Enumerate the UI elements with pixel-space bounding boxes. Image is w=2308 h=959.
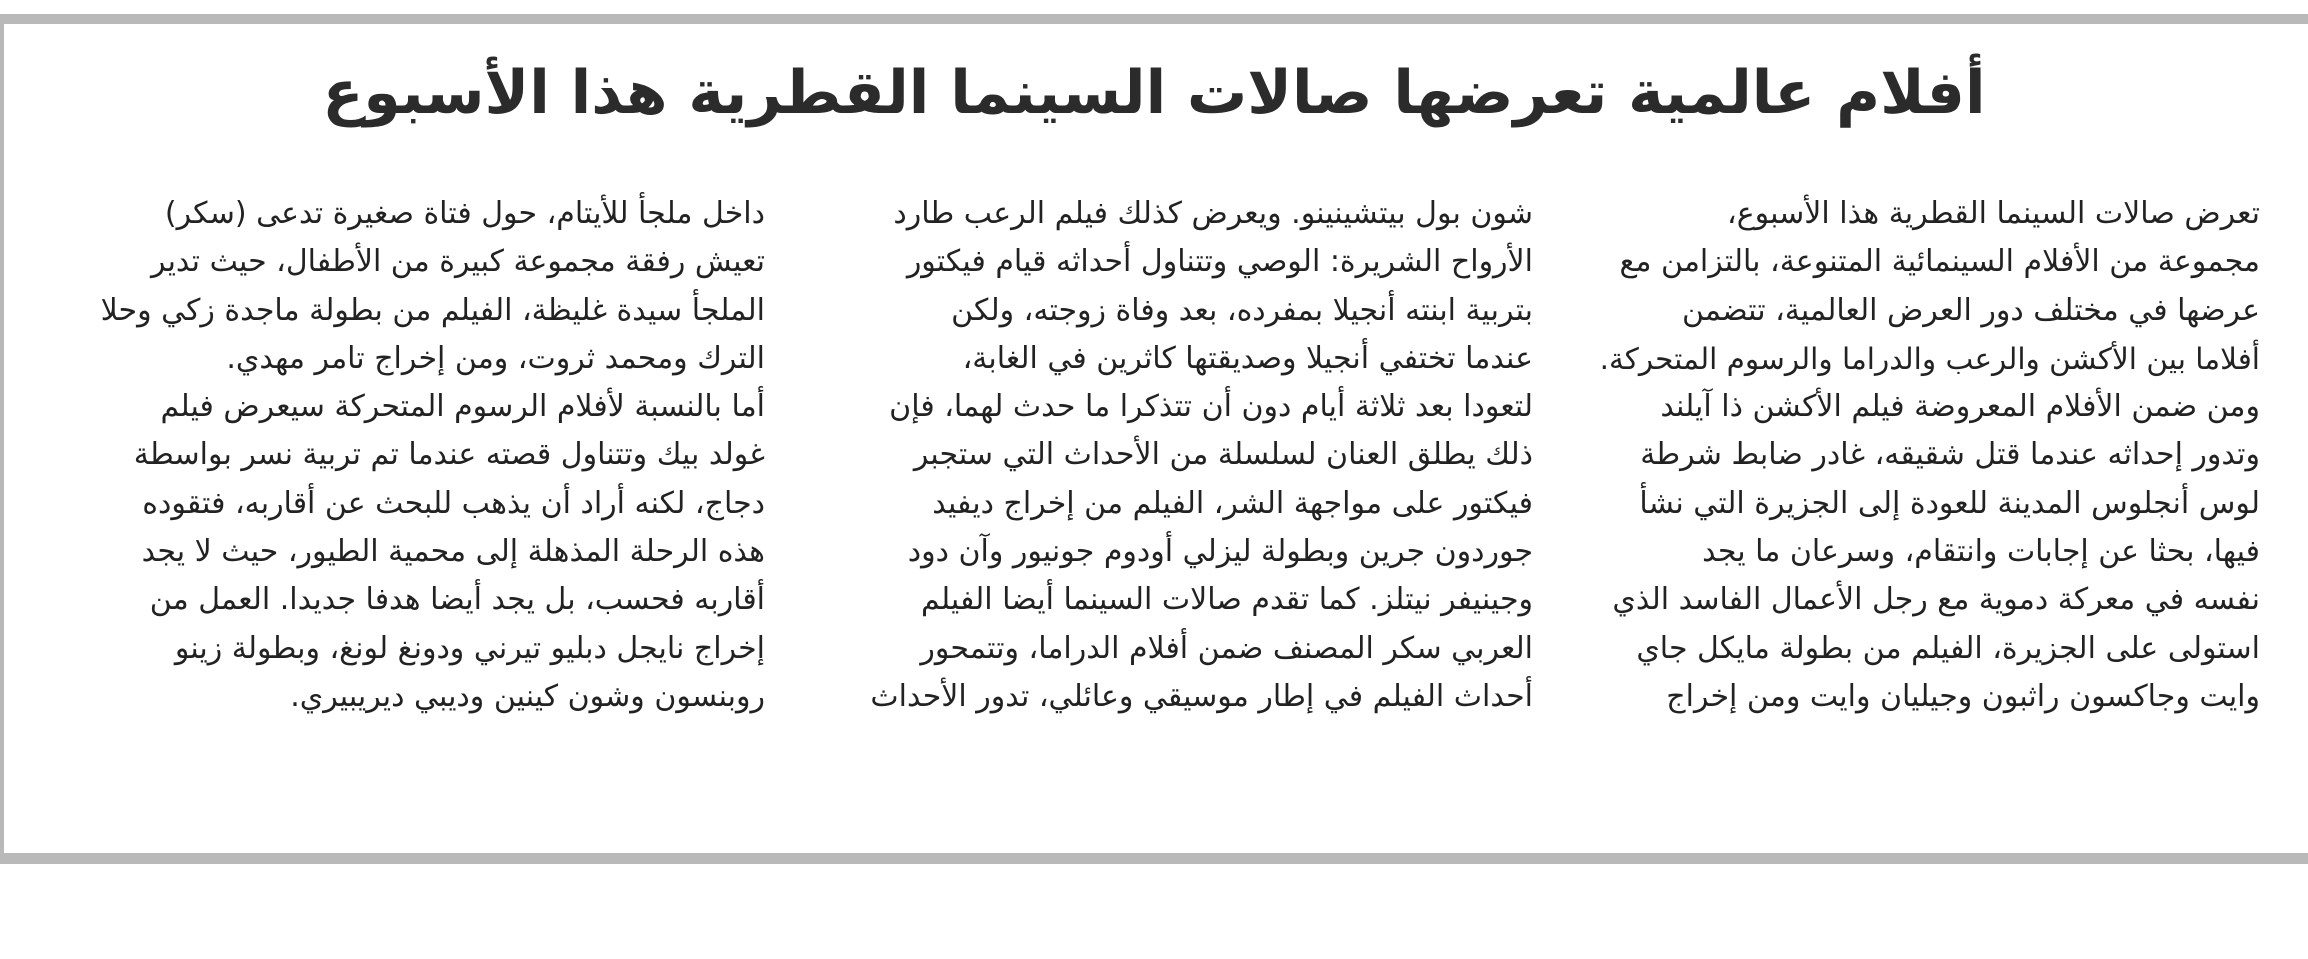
text-line: روبنسون وشون كينين وديبي ديريبيري. — [290, 678, 765, 714]
article-headline: أفلام عالمية تعرضها صالات السينما القطرية هذا الأسبوع — [322, 58, 1986, 128]
text-line: وايت وجاكسون راثبون وجيليان وايت ومن إخراج — [1666, 678, 2260, 714]
text-line: العربي سكر المصنف ضمن أفلام الدراما، وتتمحور — [920, 630, 1533, 666]
text-line: إخراج نايجل دبليو تيرني ودونغ لونغ، وبطولة زينو — [174, 630, 765, 666]
text-line: ذلك يطلق العنان لسلسلة من الأحداث التي ستجبر — [913, 437, 1533, 473]
text-line: تعرض صالات السينما القطرية هذا الأسبوع، — [1727, 196, 2260, 231]
text-line: الملجأ سيدة غليظة، الفيلم من بطولة ماجدة زكي وحلا — [100, 292, 765, 328]
text-line: دجاج، لكنه أراد أن يذهب للبحث عن أقاربه، فتقوده — [142, 485, 765, 521]
text-line: نفسه في معركة دموية مع رجل الأعمال الفاسد الذي — [1612, 582, 2260, 618]
text-line: فيكتور على مواجهة الشر، الفيلم من إخراج ديفيد — [932, 485, 1533, 521]
text-line: لتعودا بعد ثلاثة أيام دون أن تتذكرا ما حدث لهما، فإن — [889, 389, 1533, 425]
text-line: وتدور إحداثه عندما قتل شقيقه، غادر ضابط شرطة — [1640, 437, 2260, 473]
text-line: أحداث الفيلم في إطار موسيقي وعائلي، تدور الأحداث — [870, 678, 1533, 714]
text-line: لوس أنجلوس المدينة للعودة إلى الجزيرة التي نشأ — [1639, 485, 2260, 521]
text-line: مجموعة من الأفلام السينمائية المتنوعة، بالتزامن مع — [1619, 244, 2260, 280]
text-line: جوردون جرين وبطولة ليزلي أودوم جونيور وآن دود — [907, 534, 1533, 570]
article-body — [0, 190, 2308, 830]
text-line: عندما تختفي أنجيلا وصديقتها كاثرين في الغابة، — [962, 340, 1533, 376]
text-line: أما بالنسبة لأفلام الرسوم المتحركة سيعرض فيلم — [160, 389, 765, 425]
text-line: ومن ضمن الأفلام المعروضة فيلم الأكشن ذا آيلند — [1660, 389, 2260, 425]
text-line: أفلاما بين الأكشن والرعب والدراما والرسوم المتحركة. — [1599, 341, 2260, 376]
text-line: عرضها في مختلف دور العرض العالمية، تتضمن — [1681, 292, 2260, 328]
text-line: هذه الرحلة المذهلة إلى محمية الطيور، حيث لا يجد — [141, 534, 765, 570]
article-column-3 — [60, 190, 765, 721]
text-line: وجينيفر نيتلز. كما تقدم صالات السينما أيضا الفيلم — [921, 582, 1533, 618]
text-line: شون بول بيتشينينو. ويعرض كذلك فيلم الرعب طارد — [893, 196, 1533, 231]
text-line: غولد بيك وتتناول قصته عندما تم تربية نسر بواسطة — [133, 437, 765, 473]
text-line: استولى على الجزيرة، الفيلم من بطولة مايكل جاي — [1636, 630, 2260, 666]
text-line: داخل ملجأ للأيتام، حول فتاة صغيرة تدعى (سكر) — [164, 196, 765, 231]
text-line: بتربية ابنته أنجيلا بمفرده، بعد وفاة زوجته، ولكن — [951, 292, 1533, 328]
text-line: فيها، بحثا عن إجابات وانتقام، وسرعان ما يجد — [1702, 534, 2260, 570]
text-line: الأرواح الشريرة: الوصي وتتناول أحداثه قيام فيكتور — [906, 244, 1533, 280]
text-line: تعيش رفقة مجموعة كبيرة من الأطفال، حيث تدير — [151, 244, 765, 280]
article-column-1 — [1597, 190, 2260, 721]
text-line: الترك ومحمد ثروت، ومن إخراج تامر مهدي. — [226, 340, 765, 376]
text-line: أقاربه فحسب، بل يجد أيضا هدفا جديدا. العمل من — [149, 582, 765, 618]
article-column-2 — [830, 190, 1533, 721]
